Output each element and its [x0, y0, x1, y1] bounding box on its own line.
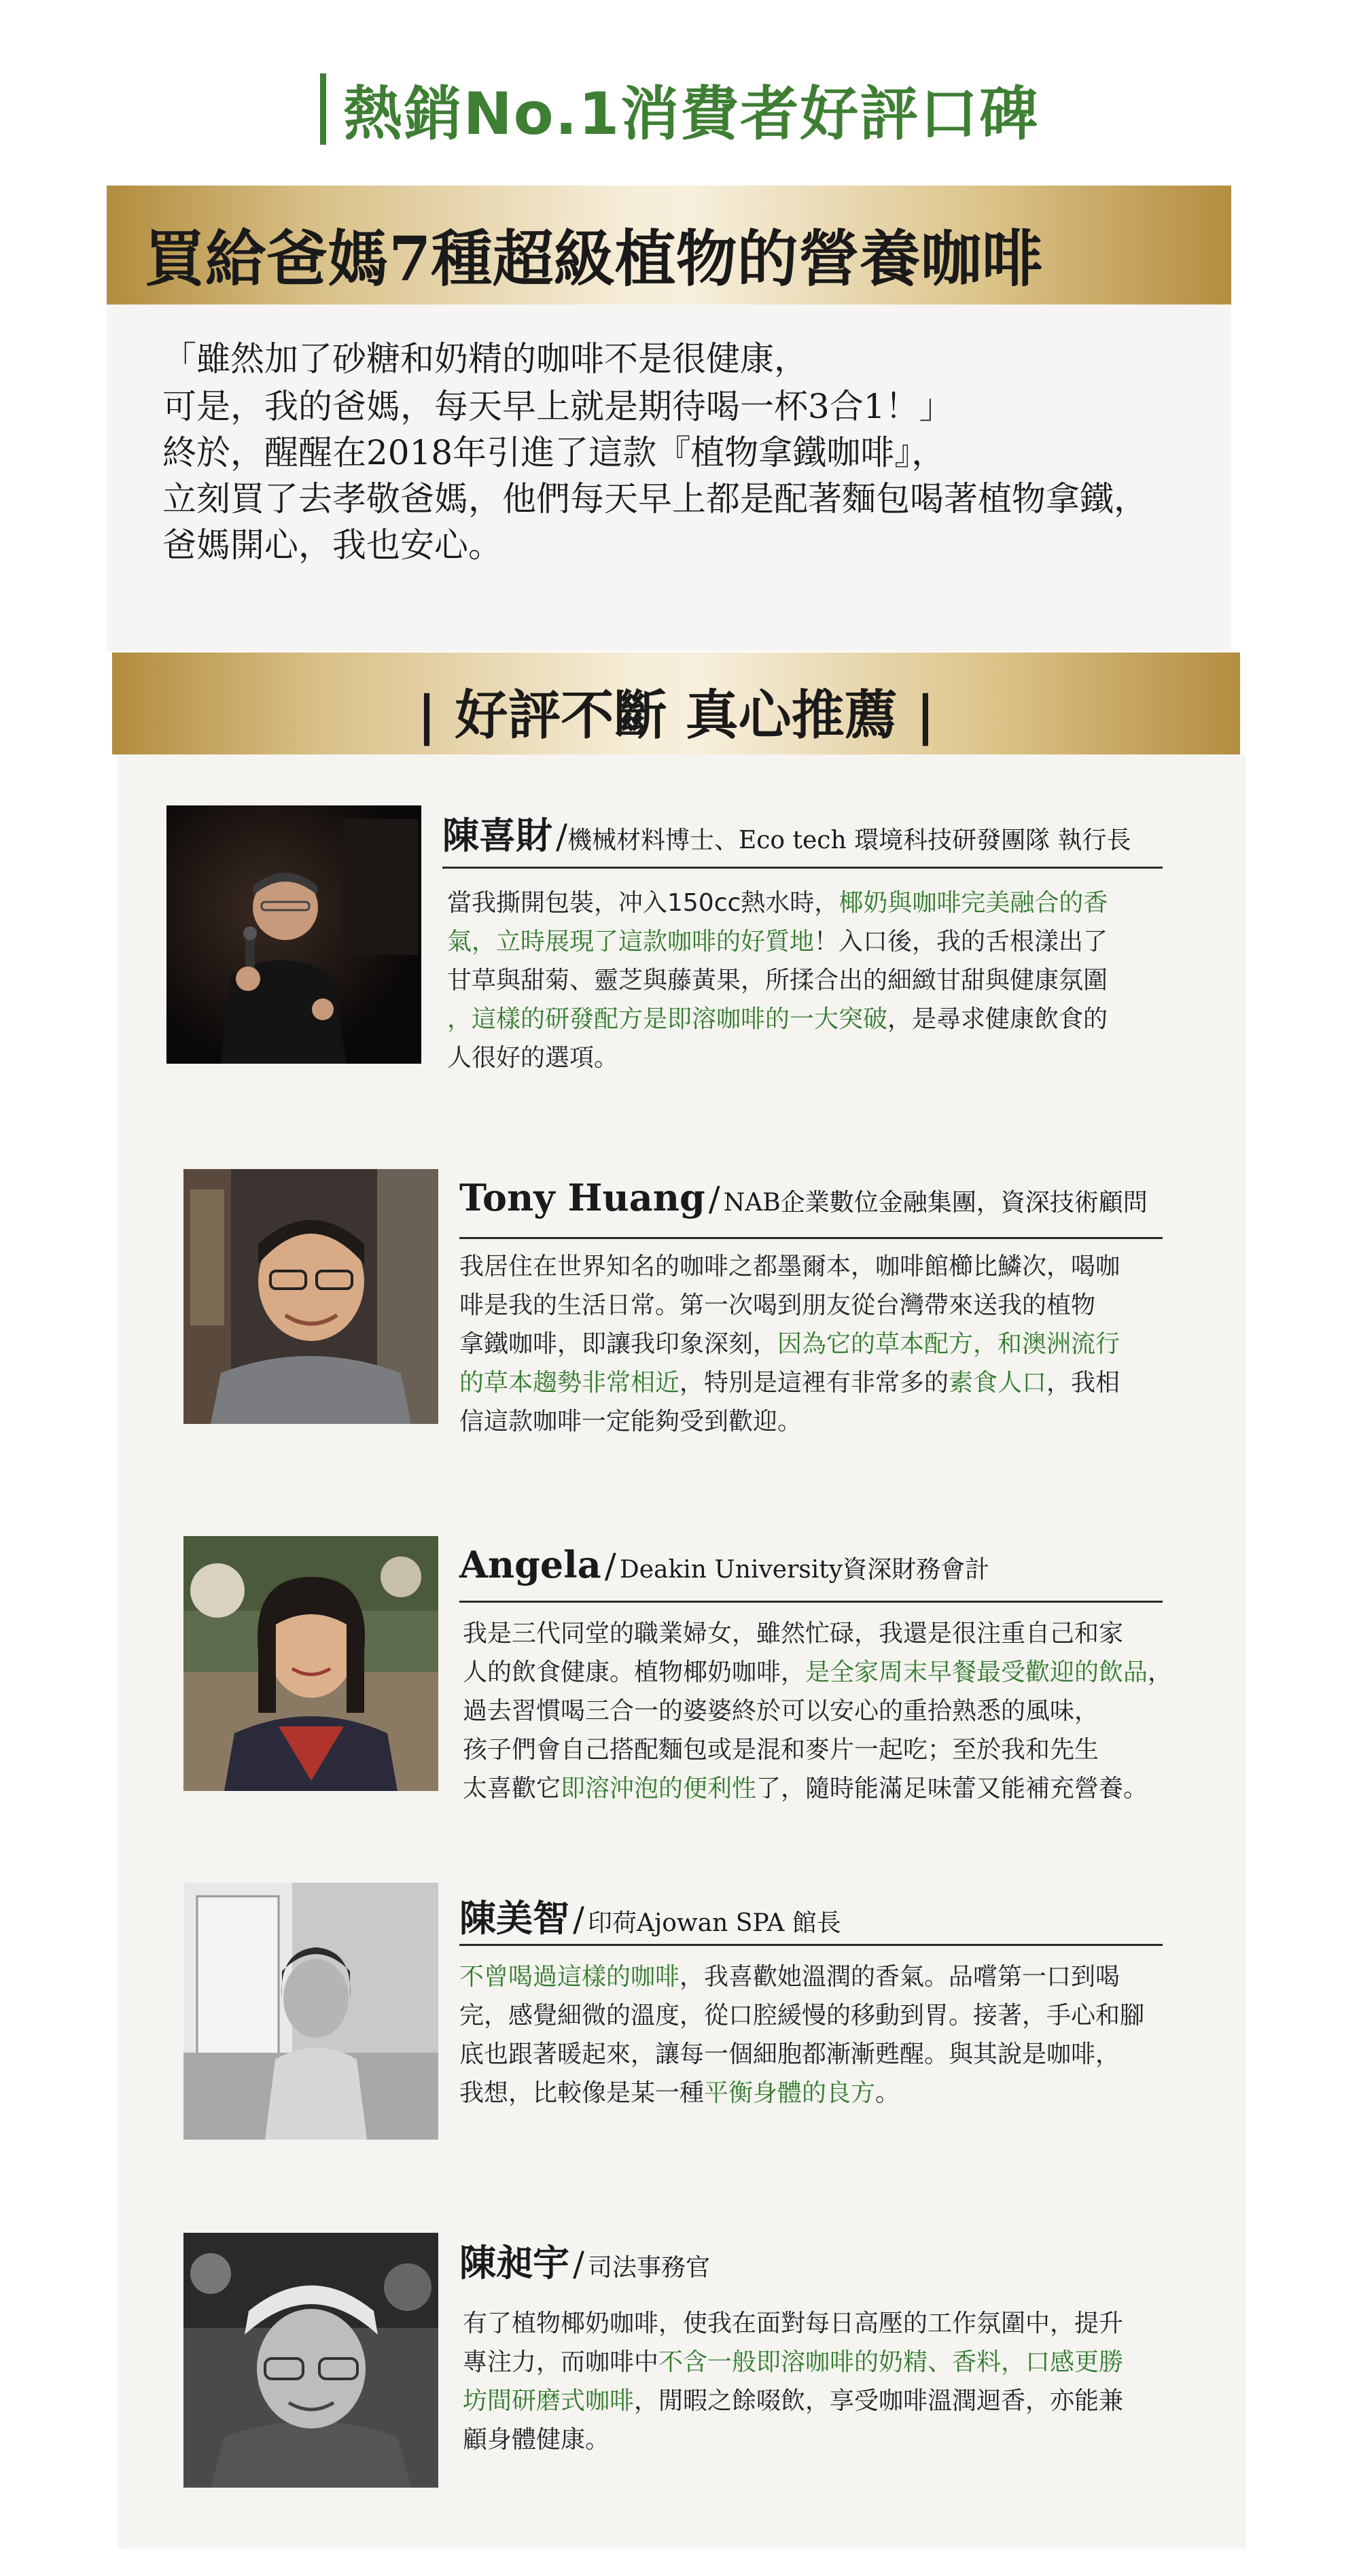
- review-text-line: [463, 2382, 1123, 2416]
- review-text: 我想，比較像是某一種: [459, 2079, 705, 2107]
- highlight-text: 是全家周末早餐最受歡迎的飲品: [805, 1658, 1148, 1686]
- highlight-text: 素食人口: [949, 1369, 1047, 1397]
- product-banner-text: 買給爸媽7種超級植物的營養咖啡: [144, 223, 1043, 295]
- intro-line: 爸媽開心，我也安心。: [162, 525, 502, 565]
- review-text-line: [463, 2343, 1123, 2378]
- review-text: ，是尋求健康飲食的: [887, 1005, 1108, 1033]
- reviewer-name: 陳美智: [459, 1896, 569, 1940]
- name-separator: /: [604, 1546, 616, 1586]
- name-separator: /: [573, 2244, 584, 2284]
- review-text: 人很好的選項。: [447, 1044, 619, 1072]
- title-accent-bar: [320, 73, 326, 145]
- review-text: ，我喜歡她溫潤的香氣。品嚐第一口到喝: [680, 1963, 1120, 1991]
- reviewer-photo: [183, 2233, 438, 2488]
- name-separator: /: [556, 817, 567, 856]
- review-card: [118, 1169, 1246, 1441]
- review-text: 完，感覺細微的溫度，從口腔緩慢的移動到胃。接著，手心和腳: [459, 2002, 1145, 2030]
- reviewer-photo: [183, 1883, 438, 2140]
- review-text-line: [463, 1769, 1148, 1804]
- highlight-text: 即溶沖泡的便利性: [561, 1775, 757, 1803]
- review-text-line: [447, 1039, 618, 1073]
- reviewer-title: 司法事務官: [588, 2254, 711, 2282]
- intro-panel: [107, 304, 1231, 651]
- reviewer-name-line: [459, 1890, 841, 1942]
- reviewer-photo: [166, 805, 421, 1064]
- review-text-line: [463, 1653, 1172, 1688]
- review-text: 孩子們會自己搭配麵包或是混和麥片一起吃；至於我和先生: [463, 1736, 1099, 1764]
- reviewer-name-line: [442, 807, 1131, 859]
- reviews-banner: [112, 652, 1240, 754]
- review-text-line: [459, 2035, 1120, 2070]
- highlight-text: ，這樣的研發配方是即溶咖啡的一大突破: [447, 1005, 888, 1033]
- review-text-line: [459, 1247, 1120, 1282]
- divider: [442, 867, 1163, 869]
- review-text: 顧身體健康。: [463, 2426, 610, 2454]
- review-card: [118, 805, 1246, 1077]
- reviewer-photo: [183, 1536, 438, 1791]
- review-text: 人的飲食健康。植物椰奶咖啡，: [463, 1658, 806, 1686]
- review-text: 我居住在世界知名的咖啡之都墨爾本，咖啡館櫛比鱗次，喝咖: [459, 1253, 1120, 1281]
- divider: [459, 1237, 1163, 1239]
- review-text-line: [459, 1363, 1120, 1398]
- review-text: ，我相: [1046, 1369, 1120, 1397]
- review-text: 太喜歡它: [463, 1775, 561, 1803]
- review-text-line: [447, 1000, 1108, 1034]
- reviewer-name: 陳昶宇: [459, 2241, 569, 2284]
- review-text: ！入口後，我的舌根漾出了: [814, 928, 1108, 956]
- highlight-text: 氣，立時展現了這款咖啡的好質地: [447, 928, 815, 956]
- review-text: 過去習慣喝三合一的婆婆終於可以安心的重拾熟悉的風味，: [463, 1697, 1099, 1725]
- review-text-line: [459, 1325, 1120, 1359]
- reviewer-name: 陳喜財: [442, 814, 552, 857]
- intro-line: 「雖然加了砂糖和奶精的咖啡不是很健康，: [162, 339, 808, 379]
- review-text-line: [463, 1730, 1099, 1765]
- highlight-text: 不含一般即溶咖啡的奶精、香料，口感更勝: [658, 2348, 1124, 2376]
- review-text: 我是三代同堂的職業婦女，雖然忙碌，我還是很注重自己和家: [463, 1620, 1124, 1648]
- review-text-line: [447, 922, 1108, 957]
- reviewer-name: Tony Huang: [459, 1176, 705, 1219]
- product-banner: [107, 186, 1231, 304]
- review-text-line: [459, 2074, 900, 2108]
- review-text-line: [447, 884, 1108, 918]
- reviewer-name: Angela: [459, 1543, 601, 1586]
- review-text: 了，隨時能滿足味蕾又能補充營養。: [756, 1775, 1148, 1803]
- highlight-text: 的草本趨勢非常相近: [459, 1369, 680, 1397]
- reviewer-name-line: [459, 2234, 710, 2286]
- highlight-text: 平衡身體的良方: [704, 2079, 876, 2107]
- intro-line: 立刻買了去孝敬爸媽，他們每天早上都是配著麵包喝著植物拿鐵，: [162, 479, 1148, 519]
- review-text: 甘草與甜菊、靈芝與藤黃果，所揉合出的細緻甘甜與健康氛圍: [447, 967, 1108, 994]
- name-separator: /: [708, 1179, 720, 1219]
- intro-line: 終於，醒醒在2018年引進了這款『植物拿鐵咖啡』，: [162, 433, 946, 472]
- review-text-line: [463, 1692, 1099, 1726]
- review-text: 拿鐵咖啡，即讓我印象深刻，: [459, 1330, 778, 1358]
- review-card: [118, 1536, 1246, 1808]
- reviews-banner-text: | 好評不斷 真心推薦 |: [417, 684, 936, 746]
- review-text-line: [463, 2420, 610, 2455]
- reviewer-title: 機械材料博士、Eco tech 環境科技研發團隊 執行長: [567, 826, 1131, 854]
- divider: [459, 1944, 1163, 1946]
- name-separator: /: [573, 1900, 584, 1939]
- review-text-line: [447, 961, 1108, 996]
- reviewer-name-line: [459, 1176, 1148, 1219]
- reviewer-title: 印荷Ajowan SPA 館長: [588, 1909, 841, 1937]
- reviewer-title: NAB企業數位金融集團，資深技術顧問: [723, 1189, 1148, 1217]
- review-text: ，: [1148, 1658, 1173, 1686]
- highlight-text: 坊間研磨式咖啡: [463, 2387, 635, 2415]
- review-card: [118, 2233, 1246, 2505]
- highlight-text: 因為它的草本配方，和澳洲流行: [777, 1330, 1120, 1358]
- review-text: 。: [875, 2079, 900, 2107]
- intro-line: 可是，我的爸媽，每天早上就是期待喝一杯3合1！」: [162, 387, 953, 426]
- review-card: [118, 1883, 1246, 2155]
- divider: [459, 1601, 1163, 1603]
- reviewer-name-line: [459, 1543, 989, 1586]
- review-text-line: [459, 1286, 1095, 1321]
- review-text-line: [459, 1957, 1120, 1992]
- review-text: 當我撕開包裝，冲入150cc熱水時，: [447, 889, 839, 917]
- review-text-line: [459, 1402, 802, 1437]
- review-text: ，特別是這裡有非常多的: [680, 1369, 949, 1397]
- review-text-line: [459, 1996, 1144, 2031]
- top-title: [0, 65, 1359, 153]
- highlight-text: 不曾喝過這樣的咖啡: [459, 1963, 680, 1991]
- review-text: 專注力，而咖啡中: [463, 2348, 659, 2376]
- page-title: 熱銷No.1消費者好評口碑: [343, 80, 1040, 148]
- reviewer-title: Deakin University資深財務會計: [619, 1556, 990, 1584]
- reviews-panel: [118, 754, 1246, 2549]
- review-text: 信這款咖啡一定能夠受到歡迎。: [459, 1408, 802, 1435]
- review-text: 啡是我的生活日常。第一次喝到朋友從台灣帶來送我的植物: [459, 1291, 1096, 1319]
- review-text: ，閒暇之餘啜飲，享受咖啡溫潤迴香，亦能兼: [634, 2387, 1124, 2415]
- review-text-line: [463, 1614, 1123, 1649]
- review-text: 有了植物椰奶咖啡，使我在面對每日高壓的工作氛圍中，提升: [463, 2310, 1124, 2337]
- review-text: 底也跟著暖起來，讓每一個細胞都漸漸甦醒。與其說是咖啡，: [459, 2040, 1120, 2068]
- highlight-text: 椰奶與咖啡完美融合的香: [839, 889, 1108, 917]
- reviewer-photo: [183, 1169, 438, 1424]
- review-text-line: [463, 2304, 1123, 2339]
